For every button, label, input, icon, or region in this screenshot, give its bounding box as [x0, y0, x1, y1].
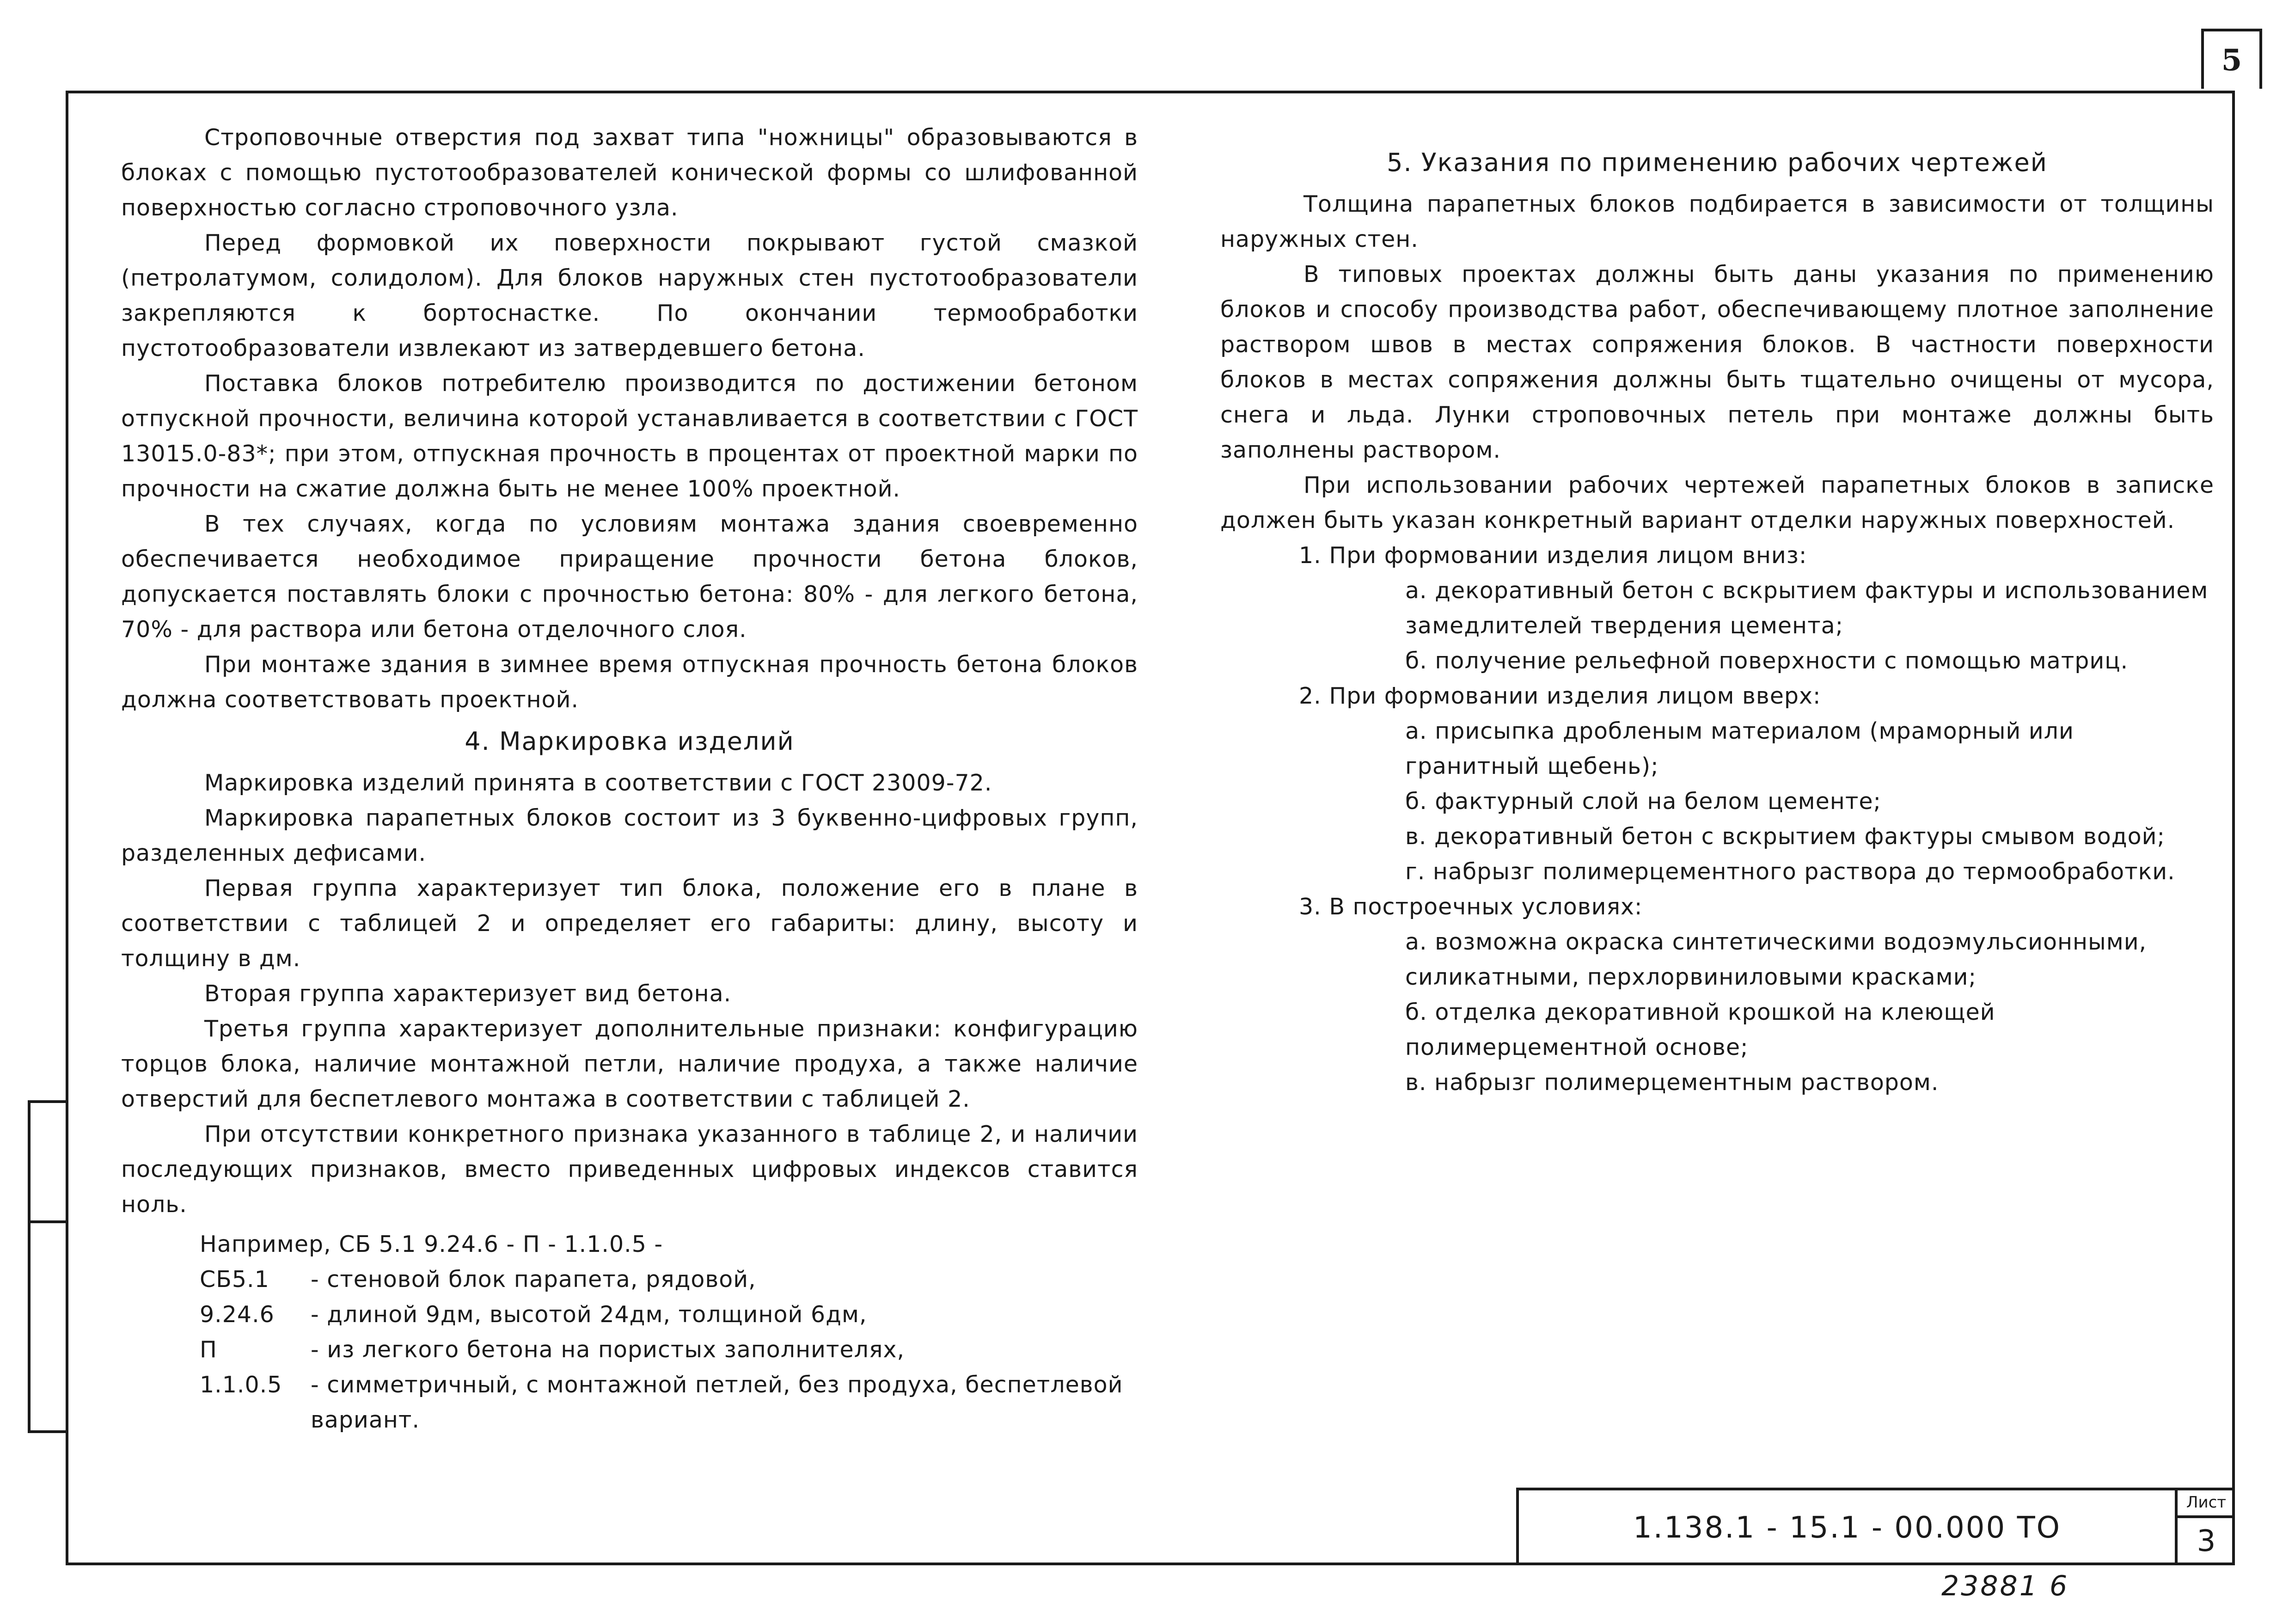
bracket-tick: [31, 1430, 68, 1433]
paragraph: При отсутствии конкретного признака указанного в таблице 2, и наличии последующих признаков, вместо приведенных цифровых индексов ставится ноль.: [121, 1121, 1138, 1218]
example-code: П: [200, 1336, 217, 1363]
list-item: [1299, 679, 2214, 889]
sub-list-item: а. возможна окраска синтетическими водоэмульсионными, силикатными, перхлорвиниловыми красками;: [1405, 929, 2147, 990]
page-number-tab: [2201, 29, 2262, 89]
paragraph: Третья группа характеризует дополнительные признаки: конфигурацию торцов блока, наличие монтажной петли, наличие продуха, а также наличие отверстий для беспетлевого монтажа в соответствии с таблицей 2.: [121, 1016, 1138, 1112]
list-item-title: 1. При формовании изделия лицом вниз:: [1299, 542, 1807, 569]
example-desc: - симметричный, с монтажной петлей, без продуха, беспетлевой вариант.: [311, 1372, 1123, 1433]
paragraph: Вторая группа характеризует вид бетона.: [204, 981, 732, 1007]
sub-list: [1405, 714, 2214, 889]
paragraph: В тех случаях, когда по условиям монтажа здания своевременно обеспечивается необходимое приращение прочности бетона блоков, допускается поставлять блоки с прочностью бетона: 80% - для легкого бетона, 70% - для раствора или бетона отделочного слоя.: [121, 511, 1138, 643]
sub-list-item: а. присыпка дробленым материалом (мраморный или гранитный щебень);: [1405, 718, 2074, 779]
bracket-tick: [31, 1100, 68, 1103]
example-intro: Например, СБ 5.1 9.24.6 - П - 1.1.0.5 -: [200, 1231, 663, 1257]
example-row: [200, 1332, 1138, 1367]
example-code: СБ5.1: [200, 1266, 269, 1293]
page-number: 5: [2221, 43, 2242, 78]
archive-number: 23881 6: [1941, 1570, 2069, 1602]
example-row: [200, 1367, 1138, 1438]
right-column: [1220, 139, 2214, 1100]
paragraph: Поставка блоков потребителю производится по достижении бетоном отпускной прочности, величина которой устанавливается в соответствии с ГОСТ 13015.0-83*; при этом, отпускная прочность в процентах от проектной марки по прочности на сжатие должна быть не менее 100% проектной.: [121, 370, 1138, 502]
paragraph: Первая группа характеризует тип блока, положение его в плане в соответствии с таблицей 2 и определяет его габариты: длину, высоту и толщину в дм.: [121, 875, 1138, 972]
sheet-label: Лист: [2178, 1490, 2235, 1518]
example-desc: - стеновой блок парапета, рядовой,: [311, 1266, 756, 1293]
sub-list: [1405, 925, 2214, 1100]
paragraph: При использовании рабочих чертежей парапетных блоков в записке должен быть указан конкретный вариант отделки наружных поверхностей.: [1220, 472, 2214, 533]
bracket-tick: [31, 1220, 68, 1223]
paragraph: Перед формовкой их поверхности покрывают густой смазкой (петролатумом, солидолом). Для блоков наружных стен пустотообразователи закрепляются к бортоснастке. По окончании термообработки пустотообразователи извлекают из затвердевшего бетона.: [121, 230, 1138, 362]
example-row: [200, 1297, 1138, 1332]
example-code: 1.1.0.5: [200, 1372, 282, 1398]
list-item: [1299, 538, 2214, 679]
paragraph: Маркировка изделий принята в соответствии с ГОСТ 23009-72.: [204, 770, 992, 796]
sub-list-item: в. набрызг полимерцементным раствором.: [1405, 1069, 1939, 1096]
sheet-number: 3: [2197, 1524, 2216, 1558]
paragraph: Строповочные отверстия под захват типа "ножницы" образовываются в блоках с помощью пустотообразователей конической формы со шлифованной поверхностью согласно строповочного узла.: [121, 124, 1138, 221]
sub-list-item: а. декоративный бетон с вскрытием фактуры и использованием замедлителей твердения цемента;: [1405, 577, 2209, 639]
paragraph: В типовых проектах должны быть даны указания по применению блоков и способу производства работ, обеспечивающему плотное заполнение раствором швов в местах сопряжения блоков. В частности поверхности блоков в местах сопряжения должны быть тщательно очищены от мусора, снега и льда. Лунки строповочных петель при монтаже должны быть заполнены раствором.: [1220, 261, 2214, 463]
binding-margin-bracket: [28, 1100, 66, 1433]
sub-list-item: г. набрызг полимерцементного раствора до термообработки.: [1405, 858, 2175, 885]
marking-example: [200, 1227, 1138, 1438]
left-column: [121, 120, 1138, 1438]
sub-list-item: б. фактурный слой на белом цементе;: [1405, 788, 1882, 815]
example-row: [200, 1262, 1138, 1297]
document-code: 1.138.1 - 15.1 - 00.000 ТО: [1633, 1511, 2062, 1545]
title-block-stamp: [1516, 1488, 2235, 1565]
paragraph: Маркировка парапетных блоков состоит из 3 буквенно-цифровых групп, разделенных дефисами.: [121, 805, 1138, 866]
example-code: 9.24.6: [200, 1301, 275, 1328]
sub-list: [1405, 573, 2214, 679]
paragraph: Толщина парапетных блоков подбирается в зависимости от толщины наружных стен.: [1220, 191, 2214, 252]
section-4-heading: 4. Маркировка изделий: [465, 727, 795, 756]
list-item-title: 3. В построечных условиях:: [1299, 894, 1643, 920]
example-desc: - из легкого бетона на пористых заполнителях,: [311, 1336, 905, 1363]
finishing-options-list: [1220, 538, 2214, 1100]
list-item: [1299, 889, 2214, 1100]
paragraph: При монтаже здания в зимнее время отпускная прочность бетона блоков должна соответствовать проектной.: [121, 651, 1138, 713]
sheet-cell: [2175, 1490, 2235, 1565]
example-desc: - длиной 9дм, высотой 24дм, толщиной 6дм,: [311, 1301, 867, 1328]
list-item-title: 2. При формовании изделия лицом вверх:: [1299, 683, 1821, 709]
sub-list-item: в. декоративный бетон с вскрытием фактуры смывом водой;: [1405, 823, 2165, 850]
sub-list-item: б. получение рельефной поверхности с помощью матриц.: [1405, 648, 2129, 674]
sub-list-item: б. отделка декоративной крошкой на клеющей полимерцементной основе;: [1405, 999, 1995, 1060]
section-5-heading: 5. Указания по применению рабочих чертежей: [1387, 148, 2048, 177]
